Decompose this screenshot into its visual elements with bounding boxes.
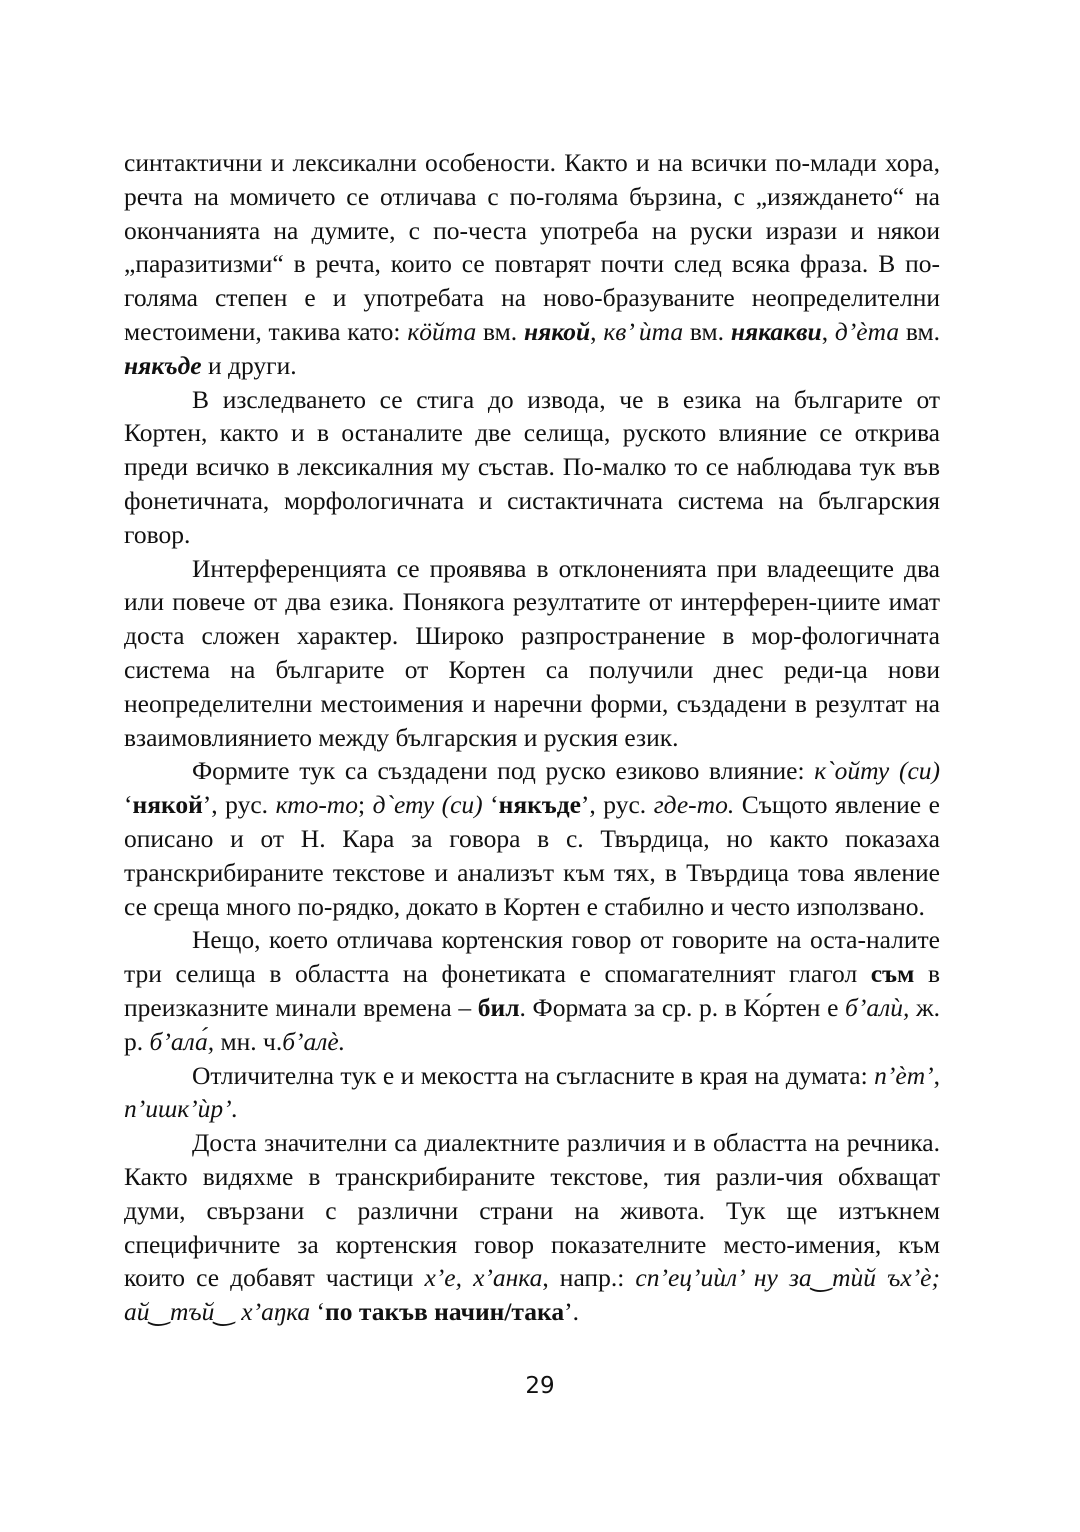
paragraph-4	[124, 754, 940, 923]
paragraph-1	[124, 146, 940, 383]
text-run: вм.	[476, 316, 524, 346]
dialect-form: д’ѐта	[834, 316, 900, 346]
text-run: ‘	[482, 790, 499, 820]
standard-form: някакви	[730, 316, 822, 346]
text-run: ;	[357, 790, 373, 820]
paragraph-3: Интерференцията се проявява в отклоненията при владеещите два или повече от два езика. Понякога резултатите от интерферен-циите имат доста сложен характер. Широко разпространение в мор-фологичната система на българите от Кортен са получили днес реди-ца нови неопределителни местоимения и наречни форми, създадени в резултат на взаимовлиянието между българския и руския език.	[124, 553, 940, 752]
dialect-form: сп’ец’иѝл’ ну за‿тѝй ъх’ѐ; ай‿тъй‿ х’аŋка	[124, 1263, 940, 1327]
text-run: Отличителна тук е и мекостта на съгласните в края на думата:	[192, 1060, 875, 1090]
text-run: вм.	[683, 316, 731, 346]
russian-form: кто-то	[275, 790, 358, 820]
text-run: ’, рус.	[580, 790, 654, 820]
text-run: вм.	[899, 316, 941, 346]
dialect-form: к`ойту (си)	[814, 756, 940, 786]
text-run: ’.	[564, 1297, 579, 1327]
paragraph-6	[124, 1059, 940, 1127]
standard-form: бил	[477, 992, 520, 1022]
text-run: Същото явление е описано и от Н. Кара за говора в с. Твърдица, но както показаха транскрибираните текстове и анализът към тях, в Твърдица това явление се среща много по-рядко, докато в Кортен е стабилно и често използвано.	[124, 790, 940, 921]
paragraph-5	[124, 923, 940, 1058]
text-run: ‘	[310, 1297, 326, 1327]
dialect-form: д`ету (си)	[372, 790, 483, 820]
text-run: Нещо, което отличава кортенския говор от говорите на оста-налите три селища в областта на фонетиката е спомагателният глагол	[124, 925, 940, 989]
text-run: ’, рус.	[202, 790, 276, 820]
gloss: някъде	[498, 790, 581, 820]
dialect-form: п’ишк’ѝр’.	[124, 1094, 239, 1124]
text-run: и други.	[201, 350, 297, 380]
text-run: синтактични и лексикални особености. Както и на всички по-млади хора, речта на момичето се отличава с по-голяма бързина, с „изяждането“ на окончанията на думите, с по-честа употреба на руски изрази и някои „паразитизми“ в речта, които се повтарят почти след всяка фраза. В по-голяма степен е и употребата на ново-бразуваните неопределителни местоимени, такива като:	[124, 148, 940, 346]
text-run: ж. р.	[124, 992, 940, 1056]
dialect-form: б’алѐ.	[282, 1026, 346, 1056]
gloss: някой	[132, 790, 203, 820]
text-run: ‘	[124, 790, 133, 820]
text-run: Формите тук са създадени под руско езиково влияние:	[192, 756, 815, 786]
text-run: ,	[933, 1060, 940, 1090]
text-run: в преизказните минали времена –	[124, 959, 940, 1022]
text-run: . Формата за ср. р. в Ко́ртен е	[519, 992, 846, 1022]
text-run: мн. ч.	[214, 1026, 283, 1056]
dialect-form: х’е, х’анка	[424, 1263, 543, 1293]
text-run: Доста значителни са диалектните различия и в областта на речника. Както видяхме в транскрибираните текстове, тия разли-чия обхващат думи, свързани с различни страни на живота. Тук ще изтъкнем специфичните за кортенския говор показателните место-имения, към които се добавят частици	[124, 1128, 940, 1293]
dialect-form: п’ѐт’	[874, 1060, 934, 1090]
text-run: , напр.:	[542, 1263, 636, 1293]
russian-form: где-то.	[653, 790, 735, 820]
body-text	[124, 146, 940, 1329]
paragraph-7	[124, 1126, 940, 1329]
dialect-form: кв’ ѝта	[603, 316, 684, 346]
dialect-form: б’алѝ,	[845, 992, 910, 1022]
dialect-form: кӧйта	[407, 316, 477, 346]
text-run: ,	[821, 316, 835, 346]
standard-form: съм	[870, 959, 915, 989]
page-number: 29	[525, 1373, 555, 1399]
gloss: по такъв начин/така	[325, 1297, 565, 1327]
standard-form: някъде	[124, 350, 202, 380]
paragraph-2: В изследването се стига до извода, че в езика на българите от Кортен, както и в останалите две селища, руското влияние се открива преди всичко в лексикалния му състав. По-малко то се наблюдава тук във фонетичната, морфологичната и систактичната система на българския говор.	[124, 384, 940, 549]
text-run: ,	[590, 316, 604, 346]
standard-form: някой	[523, 316, 591, 346]
dialect-form: б’ала́,	[149, 1026, 215, 1056]
